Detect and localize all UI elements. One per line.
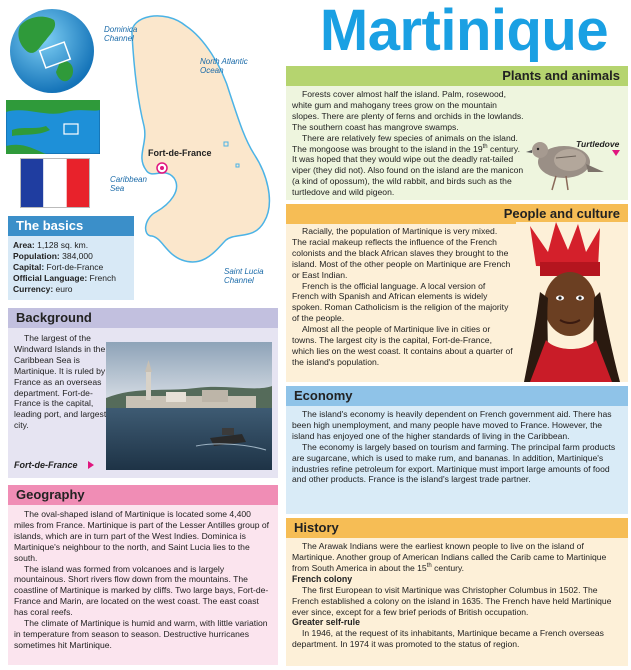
page-title: Martinique xyxy=(319,0,609,63)
background-heading: Background xyxy=(8,308,278,328)
history-subheading-self-rule: Greater self-rule xyxy=(292,617,360,628)
fort-de-france-caption: Fort-de-France xyxy=(14,460,78,470)
regional-map xyxy=(6,100,100,154)
geography-heading: Geography xyxy=(8,485,278,505)
basics-area: Area: 1,128 sq. km. xyxy=(13,240,89,250)
background-text: The largest of the Windward Islands in the Caribbean Sea is Martinique. It is ruled by France as an overseas department. Fort-de-France is the capital, leading port, and largest city. xyxy=(14,333,107,431)
history-text: The Arawak Indians were the earliest known people to live on the island of Martinique. Another group of American Indians called the Carib came to Martinique from South America in about the 15th century. French colony The first European to visit Martinique was Christopher Columbus in 1502. The French established a colony on the island in 1635. The French have held Martinique ever since, except for a few brief periods of British occupation. Greater self-rule In 1946, at the request of its inhabitants, Martinique became a French overseas department. In 1974 it was promoted to the status of region. xyxy=(292,541,622,650)
plants-text: Forests cover almost half the island. Palm, rosewood, white gum and mahogany trees grow on the mountain slopes. There are plenty of ferns and orchids in the lowlands. The southern coast has mangrove swamps. There are relatively few species of animals on the island. The mongoose was brought to the island in the 19th century. It was hoped that they would wipe out the deadly rat-tailed viper (they did not). Also found on the island are the manicon (a kind of opossum), the wild rabbit, and birds such as the turtledove and wild pigeon. xyxy=(292,89,524,198)
history-heading: History xyxy=(286,518,628,538)
turtledove-caption: Turtledove xyxy=(576,139,620,149)
map-label-saint-lucia-channel: Saint Lucia Channel xyxy=(224,267,264,285)
map-label-dominica-channel: Dominica Channel xyxy=(104,25,138,43)
map-label-caribbean-sea: Caribbean Sea xyxy=(110,175,147,193)
caption-marker-icon xyxy=(88,461,94,469)
carnival-portrait xyxy=(516,222,628,382)
turtledove-illustration xyxy=(526,120,604,196)
history-subheading-french-colony: French colony xyxy=(292,573,353,584)
caption-marker-icon xyxy=(612,150,620,156)
basics-heading: The basics xyxy=(8,216,134,236)
fort-de-france-photo xyxy=(106,342,272,470)
economy-text: The island's economy is heavily dependent on French government aid. There has been high unemployment, and many people have moved to France. However, the island has enjoyed one of the higher standards of living in the Caribbean. The economy is largely based on tourism and farming. The principal farm products are sugarcane, which is used to make rum, and bananas. In addition, Martinique's industries refine petroleum for export. Martinique must import large amounts of food and other products. France is the island's largest trade partner. xyxy=(292,409,616,485)
flag-of-france xyxy=(20,158,90,208)
globe-icon xyxy=(6,6,102,96)
basics-population: Population: 384,000 xyxy=(13,250,93,261)
basics-capital: Capital: Fort-de-France xyxy=(13,261,104,272)
geography-text: The oval-shaped island of Martinique is located some 4,400 miles from France. Martinique is part of the Lesser Antilles group of islands, which are in turn part of the West Indies. Dominica is Martinique's neighbour to the north, and Saint Lucia lies to the south. The island was formed from volcanoes and is largely mountainous. Short rivers flow down from the mountains. The coastline of Martinique is marked by cliffs. Two large bays, Fort-de-France and Marin, are located on the west coast. The east coast has coral reefs. The climate of Martinique is humid and warm, with little variation in temperature from season to season. Destructive hurricanes sometimes hit Martinique. xyxy=(14,509,270,650)
people-heading: People and culture xyxy=(286,204,628,224)
basics-panel xyxy=(8,236,134,300)
people-text: Racially, the population of Martinique is very mixed. The racial makeup reflects the influence of the French colonists and the black African slaves they brought to the island. Most of the other people on Martinique are French or East Indian. French is the official language. A local version of French with Spanish and African elements is widely spoken. Roman Catholicism is the religion of the majority of the people. Almost all the people of Martinique live in cities or towns. The largest city is the capital, Fort-de-France, which lies on the west coast. It contains about a quarter of the island's population. xyxy=(292,226,513,367)
map-label-fort-de-france: Fort-de-France xyxy=(148,148,212,158)
basics-currency: Currency: euro xyxy=(13,283,73,294)
plants-heading: Plants and animals xyxy=(286,66,628,86)
map-label-north-atlantic: North Atlantic Ocean xyxy=(200,57,248,75)
economy-heading: Economy xyxy=(286,386,628,406)
basics-language: Official Language: French xyxy=(13,272,116,283)
